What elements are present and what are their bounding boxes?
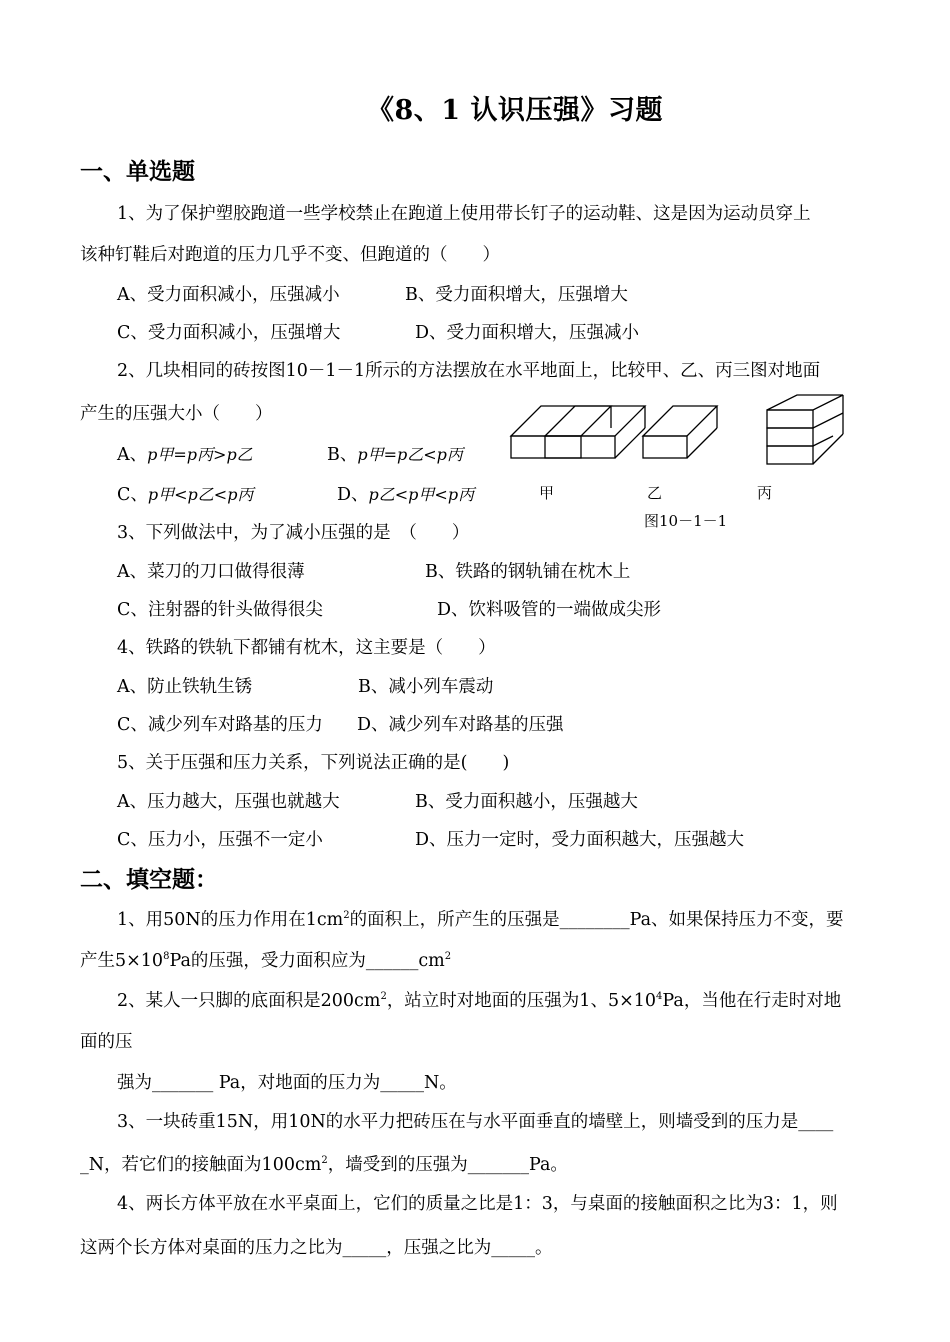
q2-option-a [117, 441, 253, 466]
q2-option-b-formula: p甲=p乙<p丙 [357, 445, 463, 464]
q2-option-d [337, 481, 474, 506]
figure-caption: 图10－1－1 [644, 512, 728, 530]
fill-q3-text-b: ，墙受到的压强为_______Pa。 [327, 1155, 568, 1175]
fill-q1-text-b: 的面积上，所产生的压强是________Pa、如果保持压力不变，要 [349, 910, 844, 930]
fill-q1-line1 [117, 906, 844, 931]
fill-q2-line2: 面的压 [80, 1032, 133, 1052]
fill-q2-line1 [117, 987, 841, 1012]
fill-q3-sup1: 2 [321, 1155, 328, 1167]
section-heading-single-choice: 一、单选题 [80, 159, 195, 185]
fill-q1-sup2: 8 [163, 951, 170, 963]
q1-option-d: D、受力面积增大，压强减小 [415, 323, 640, 343]
fill-q2-text-b: ，站立时对地面的压强为1、5×10 [386, 991, 657, 1011]
brick-group-jia [511, 406, 645, 458]
fill-q2-line3: 强为_______ Pa，对地面的压力为_____N。 [117, 1073, 457, 1093]
figure-label-bing: 丙 [757, 484, 773, 502]
fill-q3-line2 [80, 1151, 568, 1176]
q1-option-b: B、受力面积增大，压强增大 [405, 285, 628, 305]
fill-q2-text-a: 2、某人一只脚的底面积是200cm [117, 991, 381, 1011]
figure-label-yi: 乙 [647, 484, 663, 502]
fill-q1-text-a: 1、用50N的压力作用在1cm [117, 910, 344, 930]
page-title: 《8、1 认识压强》习题 [367, 95, 663, 126]
q2-option-c [117, 481, 253, 506]
fill-q2-sup2: 4 [656, 991, 663, 1003]
q4-stem: 4、铁路的铁轨下都铺有枕木，这主要是（ ） [117, 638, 496, 658]
q5-option-d: D、压力一定时，受力面积越大，压强越大 [415, 830, 745, 850]
q5-option-a: A、压力越大，压强也就越大 [117, 792, 340, 812]
q2-option-c-prefix: C、 [117, 485, 148, 505]
q1-stem-line2: 该种钉鞋后对跑道的压力几乎不变、但跑道的（ ） [80, 245, 500, 265]
fill-q1-sup1: 2 [343, 910, 350, 922]
q2-option-c-formula: p甲<p乙<p丙 [147, 485, 254, 504]
q4-option-d: D、减少列车对路基的压强 [357, 715, 564, 735]
q2-option-b [327, 441, 463, 466]
fill-q1-line2 [80, 947, 451, 972]
q3-option-b: B、铁路的钢轨铺在枕木上 [425, 562, 631, 582]
fill-q1-text-c: 产生5×10 [80, 951, 164, 971]
q5-option-b: B、受力面积越小，压强越大 [415, 792, 638, 812]
q2-option-b-prefix: B、 [327, 445, 358, 465]
fill-q1-sup3: 2 [444, 951, 452, 963]
q2-option-a-prefix: A、 [117, 445, 148, 465]
q3-stem: 3、下列做法中，为了减小压强的是 （ ） [117, 523, 470, 543]
q2-option-d-formula: p乙<p甲<p丙 [368, 485, 475, 504]
fill-q3-line1: 3、一块砖重15N，用10N的水平力把砖压在与水平面垂直的墙壁上，则墙受到的压力是____ [117, 1112, 834, 1132]
section-heading-fill-blank: 二、填空题： [80, 867, 218, 893]
q5-stem: 5、关于压强和压力关系，下列说法正确的是( ) [117, 753, 510, 773]
brick-group-bing [767, 395, 843, 464]
fill-q2-text-c: Pa，当他在行走时对地 [662, 991, 842, 1011]
q3-option-d: D、饮料吸管的一端做成尖形 [437, 600, 662, 620]
q4-option-c: C、减少列车对路基的压力 [117, 715, 323, 735]
brick-group-yi [643, 406, 717, 458]
q2-stem-line1: 2、几块相同的砖按图10－1－1所示的方法摆放在水平地面上，比较甲、乙、丙三图对地面 [117, 361, 821, 381]
figure-bricks [505, 392, 850, 532]
q4-option-b: B、减小列车震动 [358, 677, 494, 697]
q3-option-a: A、菜刀的刀口做得很薄 [117, 562, 305, 582]
fill-q4-line1: 4、两长方体平放在水平桌面上，它们的质量之比是1：3，与桌面的接触面积之比为3：1，则 [117, 1194, 838, 1214]
fill-q2-sup1: 2 [380, 991, 387, 1003]
q1-stem-line1: 1、为了保护塑胶跑道一些学校禁止在跑道上使用带长钉子的运动鞋、这是因为运动员穿上 [117, 204, 811, 224]
figure-label-jia: 甲 [539, 484, 555, 502]
fill-q3-text-a: _N，若它们的接触面为100cm [80, 1155, 322, 1175]
q1-option-a: A、受力面积减小，压强减小 [117, 285, 340, 305]
q1-option-c: C、受力面积减小，压强增大 [117, 323, 341, 343]
fill-q4-line2: 这两个长方体对桌面的压力之比为_____，压强之比为_____。 [80, 1238, 553, 1258]
q2-option-a-formula: p甲=p丙>p乙 [147, 445, 253, 464]
q2-option-d-prefix: D、 [337, 485, 369, 505]
q5-option-c: C、压力小，压强不一定小 [117, 830, 323, 850]
fill-q1-text-d: Pa的压强，受力面积应为______cm [169, 951, 445, 971]
q2-stem-line2: 产生的压强大小（ ） [80, 404, 273, 424]
q3-option-c: C、注射器的针头做得很尖 [117, 600, 323, 620]
q4-option-a: A、防止铁轨生锈 [117, 677, 253, 697]
